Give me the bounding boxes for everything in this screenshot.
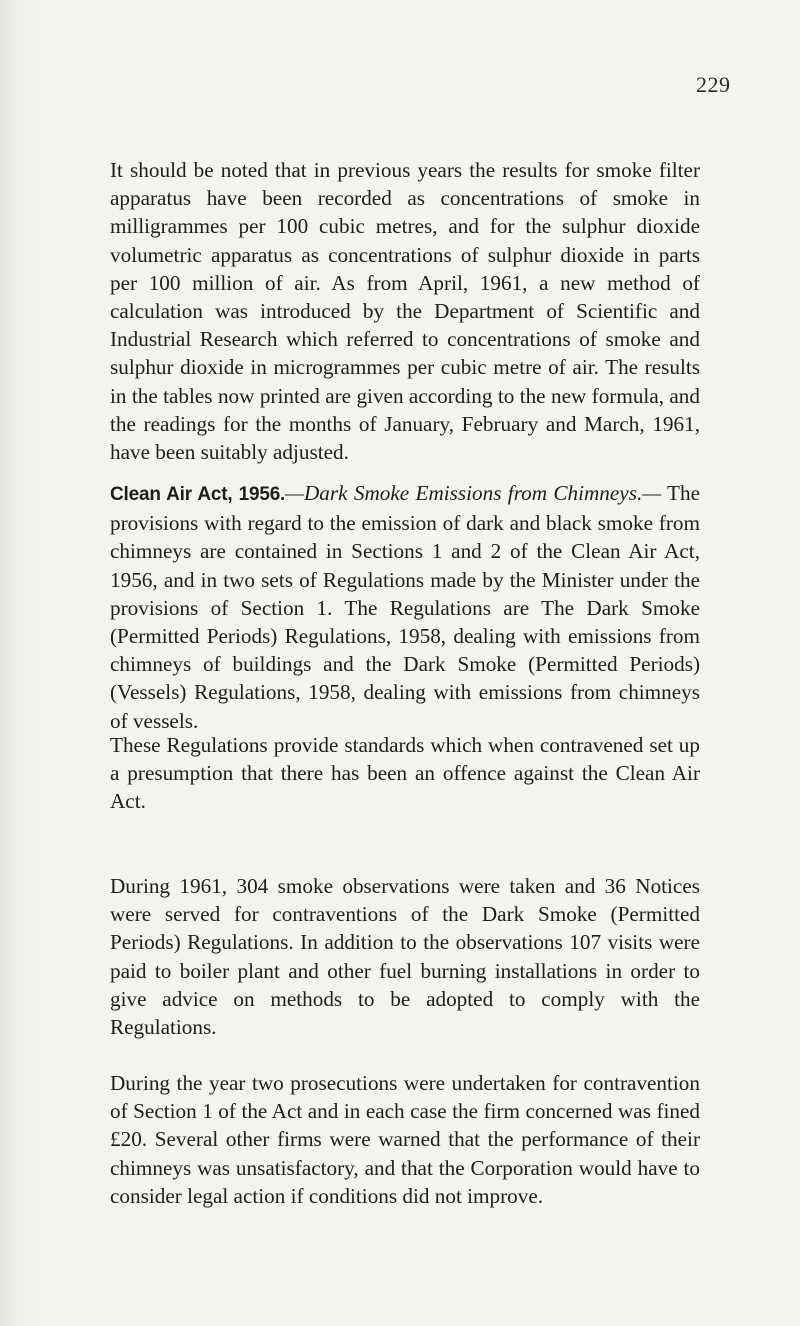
paragraph-clean-air-act bbox=[110, 479, 700, 735]
section-subheading: —Dark Smoke Emissions from Chimneys.— bbox=[285, 481, 662, 505]
paragraph-observations-1961: During 1961, 304 smoke observations were taken and 36 Notices were served for contraventions of the Dark Smoke (Permitted Periods) Regulations. In addition to the observations 107 visits were paid to boiler plant and other fuel burning installations in order to give advice on methods to be adopted to comply with the Regulations. bbox=[110, 874, 700, 1040]
page-number: 229 bbox=[696, 72, 731, 97]
section-heading: Clean Air Act, 1956. bbox=[110, 484, 286, 505]
paragraph-prosecutions: During the year two prosecutions were undertaken for contravention of Section 1 of the Act and in each case the firm concerned was fined £20. Several other firms were warned that the performance of their chimneys was unsatisfactory, and that the Corporation would have to consider legal action if conditions did not improve. bbox=[110, 1071, 700, 1208]
paragraph-smoke-measurement: It should be noted that in previous years the results for smoke filter apparatus have been recorded as concentrations of smoke in milligrammes per 100 cubic metres, and for the sulphur dioxide volumetric apparatus as concentrations of sulphur dioxide in parts per 100 million of air. As from April, 1961, a new method of calculation was introduced by the Department of Scientific and Industrial Research which referred to concentrations of smoke and sulphur dioxide in microgrammes per cubic metre of air. The results in the tables now printed are given according to the new formula, and the readings for the months of January, February and March, 1961, have been suitably adjusted. bbox=[110, 158, 700, 465]
paragraph-clean-air-act-body: The provisions with regard to the emission of dark and black smoke from chimneys are contained in Sections 1 and 2 of the Clean Air Act, 1956, and in two sets of Regulations made by the Minister under the provisions of Section 1. The Regulations are The Dark Smoke (Permitted Periods) Regulations, 1958, dealing with emissions from chimneys of buildings and the Dark Smoke (Permitted Periods) (Vessels) Regulations, 1958, dealing with emissions from chimneys of vessels. bbox=[110, 481, 700, 733]
paragraph-regulations-standards: These Regulations provide standards which when contravened set up a presumption that there has been an offence against the Clean Air Act. bbox=[110, 733, 700, 814]
